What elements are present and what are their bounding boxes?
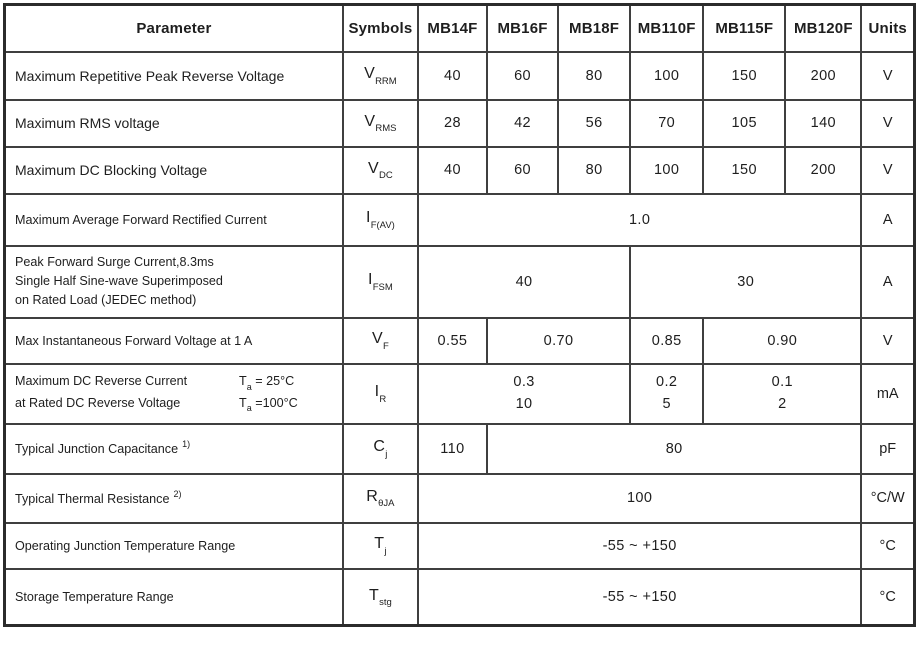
symbol-base: T xyxy=(374,535,385,553)
value-cell: 60 xyxy=(487,52,558,100)
value-cell: 110 xyxy=(418,424,487,474)
value-cell: 100 xyxy=(630,147,703,194)
footnote-marker: 1) xyxy=(182,439,191,450)
param-cell: Operating Junction Temperature Range xyxy=(5,523,343,569)
param-line xyxy=(15,394,338,415)
symbol-subscript: DC xyxy=(379,170,393,182)
symbol-base: I xyxy=(367,271,373,289)
param-text: Maximum DC Reverse Current xyxy=(15,374,188,389)
symbol-subscript: RMS xyxy=(375,123,397,135)
col-model-header: MB16F xyxy=(487,5,558,52)
param-cell: Maximum DC Blocking Voltage xyxy=(5,147,343,194)
symbol-subscript: j xyxy=(385,448,388,460)
value-cell: 56 xyxy=(558,100,630,147)
value-cell: 30 xyxy=(630,246,861,318)
unit-cell: V xyxy=(861,52,914,100)
row-ir xyxy=(5,364,915,424)
symbol-subscript: F(AV) xyxy=(370,219,395,231)
value-cell: 200 xyxy=(785,52,861,100)
value-cell: 0.70 xyxy=(487,318,630,364)
footnote-marker: 2) xyxy=(173,488,182,499)
row-vrms xyxy=(5,100,915,147)
col-model-header: MB18F xyxy=(558,5,630,52)
param-cell: Maximum Average Forward Rectified Current xyxy=(5,194,343,246)
col-model-header: MB110F xyxy=(630,5,703,52)
row-ifsm xyxy=(5,246,915,318)
row-tj xyxy=(5,523,915,569)
row-vf xyxy=(5,318,915,364)
param-cell: Max Instantaneous Forward Voltage at 1 A xyxy=(5,318,343,364)
value-cell: 100 xyxy=(418,474,861,523)
value-cell: 80 xyxy=(558,52,630,100)
value-cell: 0.1 2 xyxy=(703,364,861,424)
row-vrrm xyxy=(5,52,915,100)
spec-table xyxy=(3,3,916,627)
condition-text: $T_a = 25^\circ C$ xyxy=(239,374,295,392)
col-symbols-header: Symbols xyxy=(343,5,418,52)
row-rthja xyxy=(5,474,915,523)
symbol-subscript: j xyxy=(384,545,387,557)
symbol-cell xyxy=(343,100,418,147)
symbol-base: V xyxy=(372,330,383,348)
param-cell xyxy=(5,364,343,424)
unit-cell: V xyxy=(861,100,914,147)
value-cell: 150 xyxy=(703,52,785,100)
symbol-cell xyxy=(343,318,418,364)
col-model-header: MB115F xyxy=(703,5,785,52)
value-cell: 200 xyxy=(785,147,861,194)
symbol-subscript: RRM xyxy=(375,75,397,87)
value-cell: 150 xyxy=(703,147,785,194)
symbol-base: C xyxy=(373,438,386,456)
col-units-header: Units xyxy=(861,5,914,52)
param-cell xyxy=(5,474,343,523)
symbol-subscript: R xyxy=(379,393,387,405)
value-cell: 40 xyxy=(418,246,630,318)
unit-cell: V xyxy=(861,147,914,194)
value-cell: -55 ~ +150 xyxy=(418,569,861,626)
symbol-subscript: stg xyxy=(379,596,392,608)
param-cell xyxy=(5,246,343,318)
row-tstg xyxy=(5,569,915,626)
symbol-cell xyxy=(343,364,418,424)
symbol-base: V xyxy=(364,65,376,83)
unit-cell: A xyxy=(861,246,914,318)
param-line: Single Half Sine-wave Superimposed xyxy=(15,274,223,289)
symbol-cell xyxy=(343,194,418,246)
value-cell: 105 xyxy=(703,100,785,147)
symbol-cell xyxy=(343,569,418,626)
param-line: on Rated Load (JEDEC method) xyxy=(15,292,197,307)
param-text: Typical Thermal Resistance xyxy=(15,492,170,507)
param-line xyxy=(15,372,338,393)
symbol-cell xyxy=(343,424,418,474)
col-parameter-header: Parameter xyxy=(5,5,343,52)
symbol-cell xyxy=(343,474,418,523)
symbol-base: V xyxy=(364,112,376,130)
value-cell: -55 ~ +150 xyxy=(418,523,861,569)
symbol-cell xyxy=(343,52,418,100)
unit-cell: mA xyxy=(861,364,914,424)
value-cell: 70 xyxy=(630,100,703,147)
condition-text: $T_a =100^\circ C$ xyxy=(239,395,298,414)
row-cj xyxy=(5,424,915,474)
value-cell: 100 xyxy=(630,52,703,100)
col-model-header: MB14F xyxy=(418,5,487,52)
symbol-base: T xyxy=(369,586,380,604)
unit-cell: V xyxy=(861,318,914,364)
symbol-subscript: FSM xyxy=(372,281,393,293)
unit-cell: pF xyxy=(861,424,914,474)
symbol-base: I xyxy=(365,209,371,227)
unit-cell: °C xyxy=(861,569,914,626)
symbol-subscript: F xyxy=(382,340,389,352)
value-cell: 0.3 10 xyxy=(418,364,630,424)
value-cell: 40 xyxy=(418,52,487,100)
symbol-cell xyxy=(343,147,418,194)
value-cell: 42 xyxy=(487,100,558,147)
symbol-cell xyxy=(343,523,418,569)
symbol-cell xyxy=(343,246,418,318)
unit-cell: A xyxy=(861,194,914,246)
row-ifav xyxy=(5,194,915,246)
col-model-header: MB120F xyxy=(785,5,861,52)
param-cell xyxy=(5,424,343,474)
value-cell: 80 xyxy=(487,424,861,474)
value-cell: 0.90 xyxy=(703,318,861,364)
row-vdc xyxy=(5,147,915,194)
value-cell: 40 xyxy=(418,147,487,194)
value-cell: 80 xyxy=(558,147,630,194)
param-cell: Storage Temperature Range xyxy=(5,569,343,626)
value-cell: 140 xyxy=(785,100,861,147)
param-text: at Rated DC Reverse Voltage xyxy=(15,395,181,410)
value-cell: 0.55 xyxy=(418,318,487,364)
unit-cell: °C xyxy=(861,523,914,569)
symbol-subscript: θJA xyxy=(378,498,395,510)
value-cell: 60 xyxy=(487,147,558,194)
param-text: Typical Junction Capacitance xyxy=(15,442,179,457)
table-header-row xyxy=(5,5,915,52)
value-cell: 28 xyxy=(418,100,487,147)
symbol-base: I xyxy=(374,383,380,401)
value-cell: 1.0 xyxy=(418,194,861,246)
value-cell: 0.2 5 xyxy=(630,364,703,424)
symbol-base: V xyxy=(368,159,380,177)
value-cell: 0.85 xyxy=(630,318,703,364)
symbol-base: R xyxy=(366,487,379,505)
param-cell: Maximum Repetitive Peak Reverse Voltage xyxy=(5,52,343,100)
param-line: Peak Forward Surge Current,8.3ms xyxy=(15,255,214,270)
unit-cell: °C/W xyxy=(861,474,914,523)
param-cell: Maximum RMS voltage xyxy=(5,100,343,147)
